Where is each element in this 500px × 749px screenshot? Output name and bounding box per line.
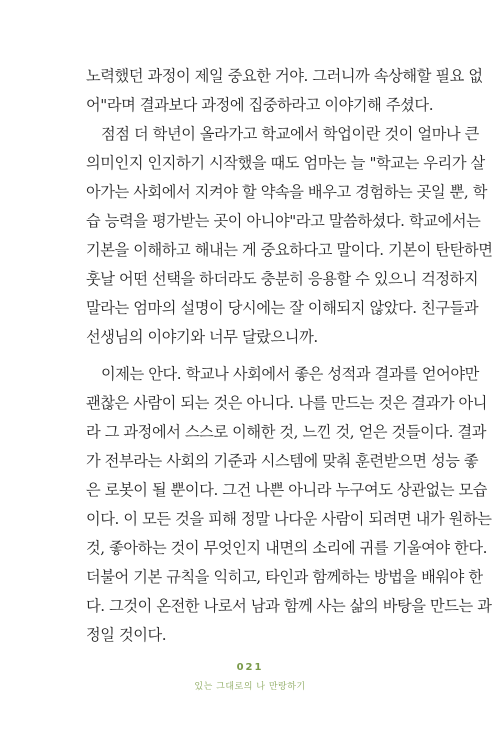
text-line: 라 그 과정에서 스스로 이해한 것, 느낀 것, 얻은 것들이다. 결과 [86, 423, 487, 441]
running-title: 있는 그대로의 나 만랑하기 [194, 682, 306, 692]
text-line: 습 능력을 평가받는 곳이 아니야"라고 말씀하셨다. 학교에서는 [86, 212, 481, 230]
text-line: 선생님의 이야기와 너무 달랐으니까. [86, 328, 318, 346]
text-line: 의미인지 인지하기 시작했을 때도 엄마는 늘 "학교는 우리가 살 [86, 154, 485, 172]
text-line: 노력했던 과정이 제일 중요한 거야. 그러니까 속상해할 필요 없 [86, 67, 483, 85]
text-line: 아가는 사회에서 지켜야 할 약속을 배우고 경험하는 곳일 뿐, 학 [86, 183, 488, 201]
text-line: 이다. 이 모든 것을 피해 정말 나다운 사람이 되려면 내가 원하는 [86, 510, 492, 528]
text-line: 가 전부라는 사회의 기준과 시스템에 맞춰 훈련받으면 성능 좋 [86, 452, 479, 470]
text-line: 다. 그것이 온전한 나로서 남과 함께 사는 삶의 바탕을 만드는 과 [86, 597, 492, 615]
text-line: 더불어 기본 규칙을 익히고, 타인과 함께하는 방법을 배워야 한 [86, 568, 483, 586]
text-line: 훗날 어떤 선택을 하더라도 충분히 응용할 수 있으니 걱정하지 [86, 270, 479, 288]
page-number: 021 [236, 662, 264, 673]
text-line: 것, 좋아하는 것이 무엇인지 내면의 소리에 귀를 기울여야 한다. [86, 539, 488, 557]
text-line: 어"라며 결과보다 과정에 집중하라고 이야기해 주셨다. [86, 96, 434, 114]
text-line: 기본을 이해하고 해내는 게 중요하다고 말이다. 기본이 탄탄하면 [86, 241, 493, 259]
text-section-bottom [86, 360, 492, 650]
text-line: 말라는 엄마의 설명이 당시에는 잘 이해되지 않았다. 친구들과 [86, 299, 479, 317]
text-line: 은 로봇이 될 뿐이다. 그건 나쁜 아니라 누구여도 상관없는 모습 [86, 481, 488, 499]
text-line: 괜찮은 사람이 되는 것은 아니다. 나를 만드는 것은 결과가 아니 [86, 394, 488, 412]
text-line: 정일 것이다. [86, 626, 167, 644]
text-section-top [86, 62, 493, 352]
text-line: 점점 더 학년이 올라가고 학교에서 학업이란 것이 얼마나 큰 [101, 125, 479, 143]
text-line: 이제는 안다. 학교나 사회에서 좋은 성적과 결과를 얻어야만 [101, 365, 479, 383]
